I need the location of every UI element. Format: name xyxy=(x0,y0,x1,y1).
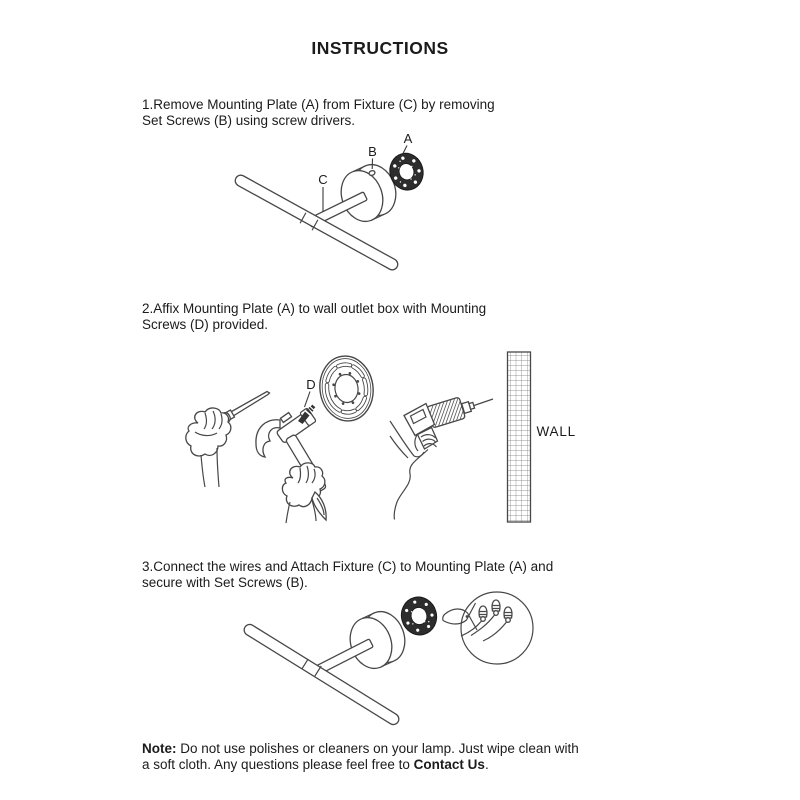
step-1-line-2: Set Screws (B) using screw drivers. xyxy=(142,112,356,128)
label-a-leader xyxy=(403,146,407,154)
step-1-line-1: 1.Remove Mounting Plate (A) from Fixture (C) by removing xyxy=(142,97,495,112)
mounting-plate-large-icon xyxy=(316,353,378,425)
wall-label: WALL xyxy=(536,424,576,439)
note-label: Note: xyxy=(142,741,177,756)
note-line-2: a soft cloth. Any questions please feel free to Contact Us. xyxy=(142,756,489,772)
label-c: C xyxy=(318,172,328,187)
wall-graphic xyxy=(508,352,576,522)
note-line-1: Note: Do not use polishes or cleaners on your lamp. Just wipe clean with xyxy=(142,741,579,756)
step-1-text xyxy=(142,97,495,129)
step-2-line-1: 2.Affix Mounting Plate (A) to wall outlet box with Mounting xyxy=(142,301,487,316)
drill-cord xyxy=(394,450,428,520)
step-2-text xyxy=(142,301,486,333)
label-b: B xyxy=(368,144,377,159)
drill-bit xyxy=(474,399,493,406)
left-hand xyxy=(186,408,231,456)
mounting-figure xyxy=(165,345,585,540)
hammer-hand-icon xyxy=(256,408,327,523)
step-3-line-2: secure with Set Screws (B). xyxy=(142,574,308,590)
step-3-text xyxy=(142,559,553,591)
care-note xyxy=(142,741,579,773)
drill-hand-icon xyxy=(390,397,493,520)
step-3-line-1: 3.Connect the wires and Attach Fixture (C) to Mounting Plate (A) and xyxy=(142,559,554,574)
step-2-line-2: Screws (D) provided. xyxy=(142,316,269,332)
contact-us-text: Contact Us xyxy=(413,756,485,772)
fixture-disassembly-figure xyxy=(200,125,460,275)
screwdriver-shaft xyxy=(229,392,270,418)
label-d: D xyxy=(306,377,316,392)
label-d-leader xyxy=(305,392,311,408)
label-a: A xyxy=(403,131,413,146)
page-title: INSTRUCTIONS xyxy=(311,38,449,58)
hammer-claw xyxy=(256,420,280,457)
attachment-figure xyxy=(225,590,545,730)
